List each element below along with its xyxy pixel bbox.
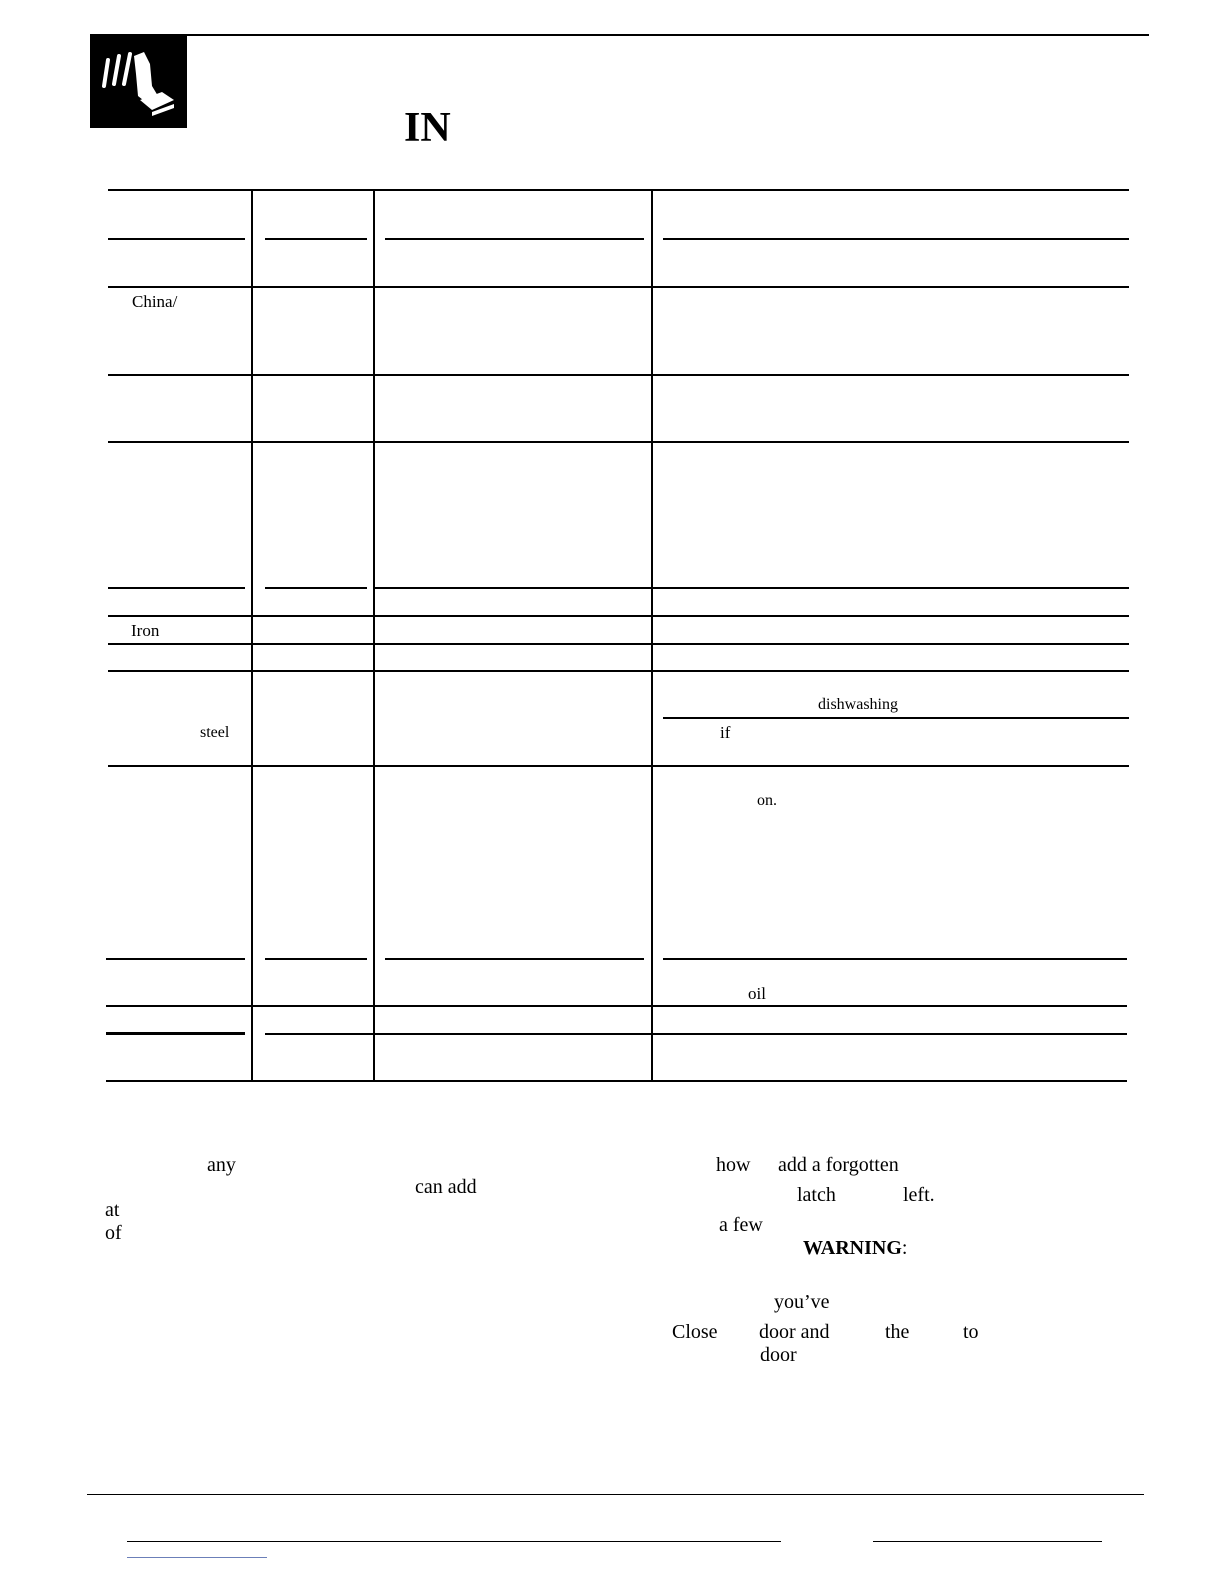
table-rule	[106, 1032, 245, 1035]
warning-label	[803, 1237, 907, 1259]
table-rule	[108, 374, 1129, 376]
table-rule	[108, 587, 245, 589]
table-rule	[385, 958, 644, 960]
warning-text: WARNING	[803, 1237, 902, 1259]
text-fragment: left.	[903, 1184, 935, 1206]
table-rule	[265, 1033, 1127, 1035]
hand-pressing-pad-icon	[90, 34, 187, 128]
table-rule	[108, 765, 1129, 767]
warning-colon: :	[901, 1237, 908, 1259]
table-col-rule	[373, 190, 375, 1082]
table-rule	[108, 615, 1129, 617]
text-fragment: the	[885, 1321, 910, 1343]
table-rule	[106, 1080, 1127, 1082]
footer-rule	[127, 1541, 781, 1542]
table-rule	[108, 189, 1129, 191]
table-header-rule	[385, 238, 644, 240]
table-rule	[663, 717, 1129, 719]
table-header-rule	[265, 238, 367, 240]
table-rule	[108, 441, 1129, 443]
table-rule	[265, 587, 367, 589]
text-fragment: any	[207, 1154, 236, 1176]
text-fragment: how	[716, 1154, 751, 1176]
table-cell-iron: Iron	[131, 621, 160, 640]
table-cell-if: if	[720, 723, 731, 742]
text-fragment: door	[760, 1344, 797, 1366]
table-cell-dishwashing: dishwashing	[818, 696, 898, 713]
text-fragment: to	[963, 1321, 979, 1343]
top-rule	[90, 34, 1149, 36]
table-cell-steel: steel	[200, 724, 230, 741]
table-rule	[106, 1005, 1127, 1007]
text-fragment: Close	[672, 1321, 718, 1343]
table-cell-oil: oil	[748, 984, 766, 1003]
table-header-rule	[108, 238, 245, 240]
text-fragment: door and	[759, 1321, 830, 1343]
table-col-rule	[251, 190, 253, 1082]
footer-rule-link	[127, 1557, 267, 1558]
table-rule	[108, 643, 1129, 645]
table-rule	[108, 670, 1129, 672]
table-rule	[663, 958, 1127, 960]
table-cell-on: on.	[757, 792, 777, 809]
table-rule	[373, 587, 1129, 589]
table-header-rule	[663, 238, 1129, 240]
text-fragment: you’ve	[774, 1291, 830, 1313]
heading-fragment: IN	[404, 105, 451, 151]
table-rule	[106, 958, 245, 960]
text-fragment: of	[105, 1222, 122, 1244]
text-fragment: can add	[415, 1176, 477, 1198]
text-fragment: latch	[797, 1184, 836, 1206]
table-cell-china: China/	[132, 292, 178, 311]
footer-rule	[87, 1494, 1144, 1495]
table-rule	[265, 958, 367, 960]
footer-rule	[873, 1541, 1102, 1542]
text-fragment: at	[105, 1199, 120, 1221]
text-fragment: a few	[719, 1214, 763, 1236]
table-col-rule	[651, 190, 653, 1082]
text-fragment: add a forgotten	[778, 1154, 899, 1176]
table-rule	[108, 286, 1129, 288]
